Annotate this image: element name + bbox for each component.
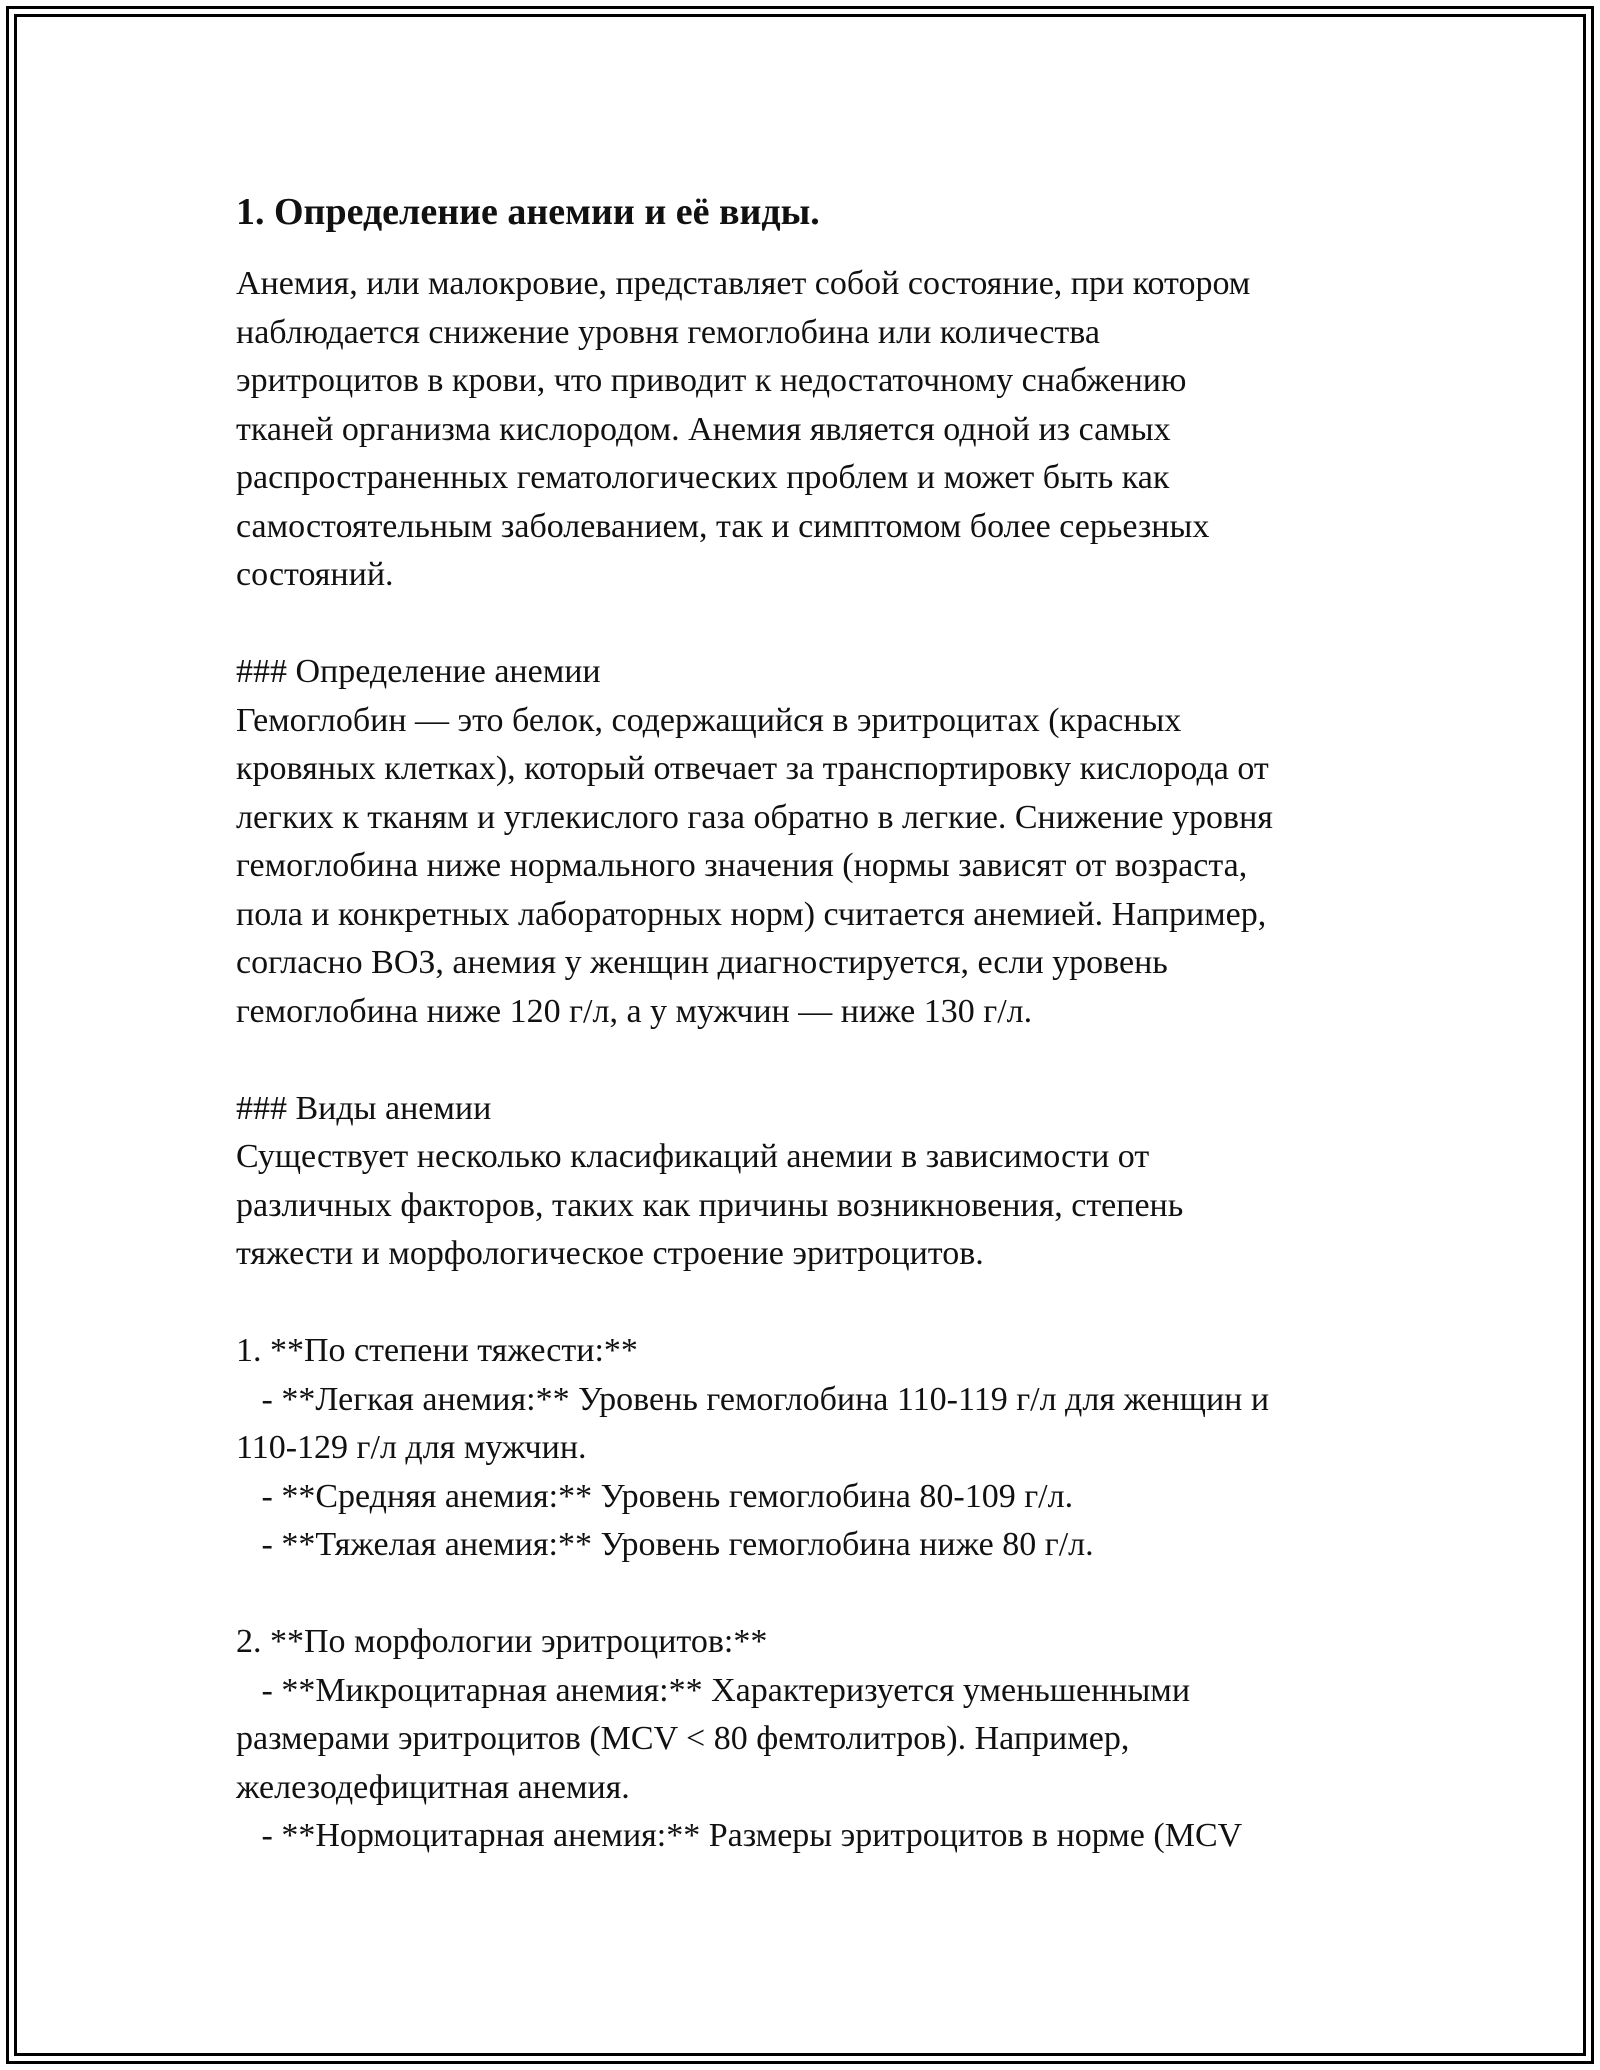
paragraph-line: Существует несколько класификаций анемии в зависимости от: [236, 1138, 1150, 1175]
morphology-list: [236, 1618, 1386, 1861]
paragraph-line: различных факторов, таких как причины возникновения, степень: [236, 1186, 1184, 1224]
list-item: - **Микроцитарная анемия:** Характеризуется уменьшенными: [236, 1671, 1191, 1709]
list-item: - **Легкая анемия:** Уровень гемоглобина 110-119 г/л для женщин и: [236, 1380, 1270, 1418]
list-item: 1. **По степени тяжести:**: [236, 1332, 638, 1369]
paragraph-line: наблюдается снижение уровня гемоглобина или количества: [236, 313, 1100, 351]
paragraph-line: самостоятельным заболеванием, так и симптомом более серьезных: [236, 507, 1210, 545]
list-item: - **Тяжелая анемия:** Уровень гемоглобина ниже 80 г/л.: [236, 1526, 1094, 1563]
paragraph-line: гемоглобина ниже нормального значения (нормы зависят от возраста,: [236, 847, 1248, 884]
section-heading-types: ### Виды анемии: [236, 1089, 492, 1127]
paragraph-line: распространенных гематологических проблем и может быть как: [236, 459, 1170, 496]
paragraph-line: тяжести и морфологическое строение эритроцитов.: [236, 1235, 984, 1272]
blank-line: [236, 600, 1386, 649]
paragraph-line: состояний.: [236, 556, 394, 593]
blank-line: [236, 1279, 1386, 1328]
intro-paragraph: [236, 260, 1386, 600]
list-item: железодефицитная анемия.: [236, 1768, 630, 1806]
paragraph-line: гемоглобина ниже 120 г/л, а у мужчин — ниже 130 г/л.: [236, 992, 1033, 1030]
paragraph-line: Гемоглобин — это белок, содержащийся в эритроцитах (красных: [236, 701, 1182, 739]
list-item: - **Средняя анемия:** Уровень гемоглобина 80-109 г/л.: [236, 1477, 1074, 1515]
blank-line: [236, 1570, 1386, 1619]
severity-list: [236, 1327, 1386, 1570]
types-section: [236, 1085, 1386, 1279]
section-heading-definition: ### Определение анемии: [236, 653, 601, 690]
paragraph-line: Анемия, или малокровие, представляет собой состояние, при котором: [236, 265, 1251, 302]
list-item: 2. **По морфологии эритроцитов:**: [236, 1623, 768, 1660]
paragraph-line: согласно ВОЗ, анемия у женщин диагностируется, если уровень: [236, 944, 1168, 981]
paragraph-line: легких к тканям и углекислого газа обратно в легкие. Снижение уровня: [236, 798, 1273, 836]
blank-line: [236, 1036, 1386, 1085]
paragraph-line: эритроцитов в крови, что приводит к недостаточному снабжению: [236, 362, 1187, 399]
paragraph-line: пола и конкретных лабораторных норм) считается анемией. Например,: [236, 895, 1267, 933]
definition-section: [236, 648, 1386, 1036]
document-title: 1. Определение анемии и её виды.: [236, 191, 820, 233]
list-item: размерами эритроцитов (MCV < 80 фемтолитров). Например,: [236, 1720, 1130, 1757]
document-body: [236, 186, 1386, 1861]
list-item: 110-129 г/л для мужчин.: [236, 1429, 587, 1466]
paragraph-line: тканей организма кислородом. Анемия является одной из самых: [236, 410, 1171, 448]
list-item: - **Нормоцитарная анемия:** Размеры эритроцитов в норме (MCV: [236, 1817, 1243, 1854]
paragraph-line: кровяных клетках), который отвечает за транспортировку кислорода от: [236, 750, 1269, 787]
